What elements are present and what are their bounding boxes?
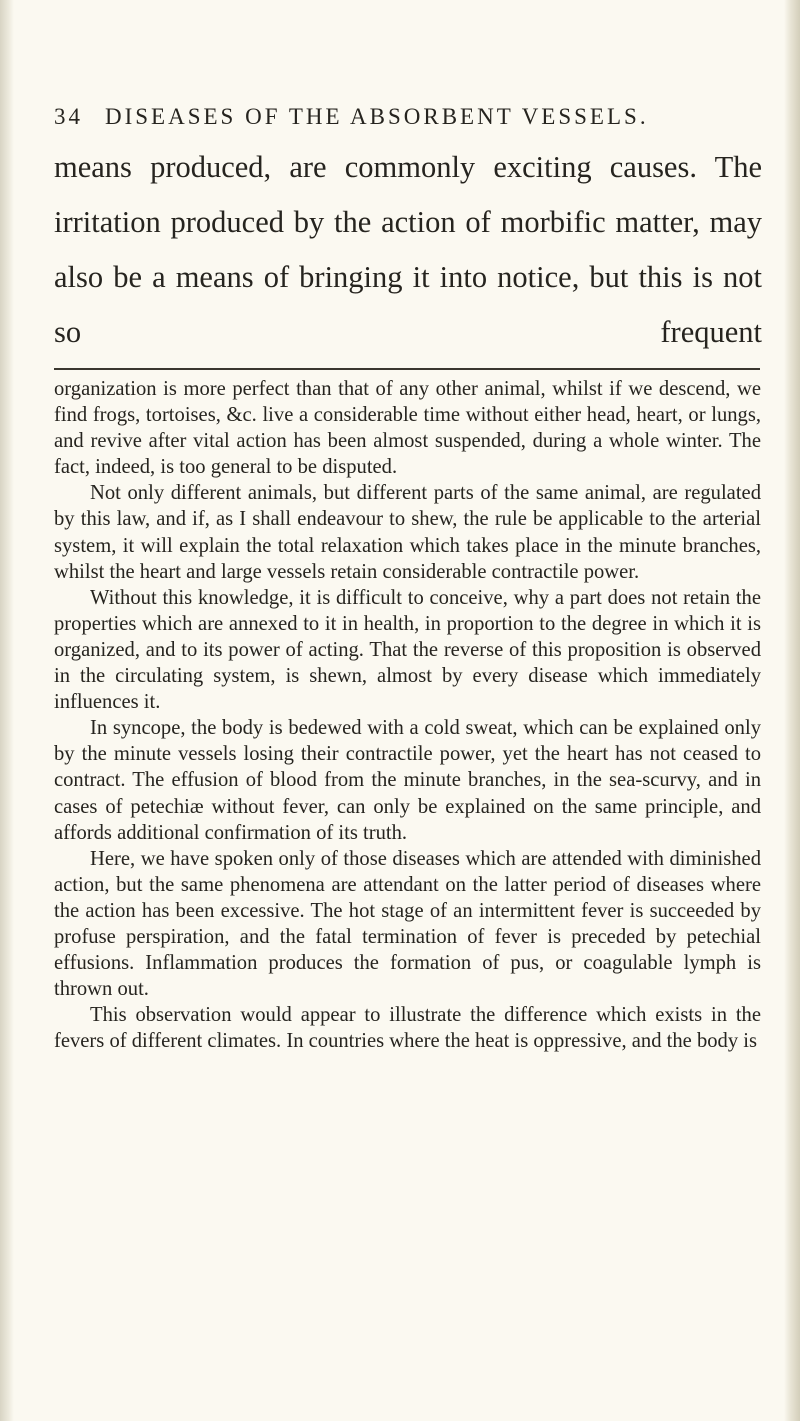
page-edge-left: [0, 0, 14, 1421]
footnote-paragraph: In syncope, the body is bedewed with a cold sweat, which can be explained only by the minute vessels losing their contractile power, yet the heart has not ceased to contract. The effusion of blood from the minute branches, in the sea-scurvy, and in cases of petechiæ without fever, can only be explained on the same principle, and affords additional confirmation of its truth.: [54, 717, 761, 844]
page-number: 34: [54, 104, 83, 129]
footnote-paragraph: Without this knowledge, it is difficult to conceive, why a part does not retain the properties which are annexed to it in health, in proportion to the degree in which it is organized, and to its power of acting. That the reverse of this proposition is observed in the circulating system, is shewn, almost by every disease which immediately influences it.: [54, 586, 761, 714]
footnote-paragraph: Here, we have spoken only of those diseases which are attended with diminished action, but the same phenomena are attendant on the latter period of diseases where the action has been excessive. The hot stage of an intermittent fever is succeeded by profuse perspiration, and the fatal termination of fever is preceded by petechial effusions. Inflammation produces the formation of pus, or coagulable lymph is thrown out.: [54, 847, 761, 1001]
running-title: DISEASES OF THE ABSORBENT VESSELS.: [105, 104, 649, 129]
running-header: [54, 104, 754, 130]
footnote-paragraph: Not only different animals, but different parts of the same animal, are regulated by this law, and if, as I shall endeavour to shew, the rule be applicable to the arterial system, it will explain the total relaxation which takes place in the minute branches, whilst the heart and large vessels retain considerable contractile power.: [54, 482, 761, 583]
footnote: [54, 376, 761, 1054]
main-text: [54, 140, 762, 360]
page-edge-right: [784, 0, 800, 1421]
main-paragraph: means produced, are commonly exciting causes. The irritation produced by the action of morbific matter, may also be a means of bringing it into notice, but this is not so frequent: [54, 150, 762, 349]
footnote-divider: [54, 368, 760, 370]
footnote-paragraph: organization is more perfect than that of any other animal, whilst if we descend, we find frogs, tortoises, &c. live a considerable time without either head, heart, or lungs, and revive after vital action has been almost suspended, during a whole winter. The fact, indeed, is too general to be disputed.: [54, 378, 761, 479]
footnote-paragraph: This observation would appear to illustrate the difference which exists in the fevers of different climates. In countries where the heat is oppressive, and the body is: [54, 1004, 761, 1053]
